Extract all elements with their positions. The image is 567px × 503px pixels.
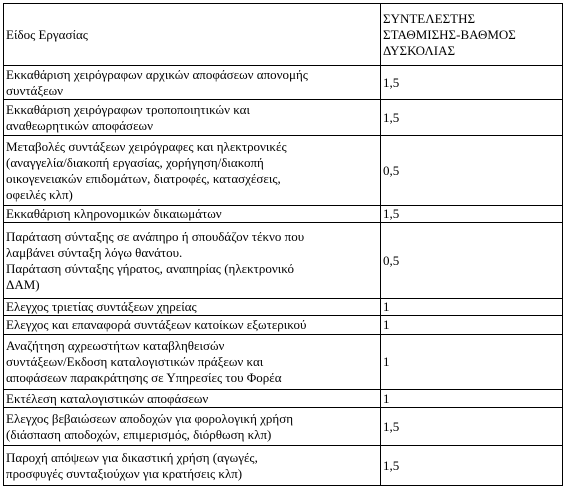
- task-line: οφειλές κλπ): [6, 186, 73, 202]
- header-coefficient: [381, 4, 563, 66]
- task-cell: [4, 206, 381, 223]
- task-cell: [4, 223, 381, 299]
- task-line: συντάξεων/Εκδοση καταλογιστικών πράξεων και: [6, 354, 264, 369]
- table-row: [4, 136, 563, 206]
- table-row: [4, 66, 563, 100]
- task-line: συντάξεων: [6, 82, 64, 98]
- coefficient-value: 1,5: [381, 408, 563, 446]
- coefficient-value: 1: [381, 316, 563, 335]
- task-cell: [4, 66, 381, 100]
- task-cell: [4, 390, 381, 408]
- task-cell: [4, 299, 381, 316]
- header-coefficient-line: ΔΥΣΚΟΛΙΑΣ: [383, 42, 456, 58]
- table-row: [4, 335, 563, 390]
- task-line: Εκτέλεση καταλογιστικών αποφάσεων: [6, 390, 209, 406]
- task-cell: [4, 316, 381, 335]
- coefficient-value: 1,5: [381, 66, 563, 100]
- table-row: [4, 100, 563, 136]
- task-line: Ελεγχος και επαναφορά συντάξεων κατοίκων εξωτερικού: [6, 317, 307, 332]
- table-row: [4, 206, 563, 223]
- task-line: Εκκαθάριση χειρόγραφων αρχικών αποφάσεων απονομής: [6, 66, 308, 82]
- task-line: Αναζήτηση αχρεωστήτων καταβληθεισών: [6, 338, 225, 353]
- header-coefficient-line: ΣΤΑΘΜΙΣΗΣ-ΒΑΘΜΟΣ: [383, 26, 516, 42]
- task-line: λαμβάνει σύνταξη λόγω θανάτου.: [6, 244, 183, 260]
- task-line: οικογενειακών επιδομάτων, διατροφές, κατασχέσεις,: [6, 170, 281, 186]
- task-cell: [4, 335, 381, 390]
- task-line: Εκκαθάριση κληρονομικών δικαιωμάτων: [6, 206, 222, 221]
- task-cell: [4, 100, 381, 136]
- table-row: [4, 446, 563, 486]
- coefficient-value: 1,5: [381, 100, 563, 136]
- coefficient-value: 1: [381, 390, 563, 408]
- coefficient-value: 0,5: [381, 136, 563, 206]
- task-cell: [4, 408, 381, 446]
- coefficient-value: 0,5: [381, 223, 563, 299]
- task-cell: [4, 446, 381, 486]
- task-line: Παροχή απόψεων για δικαστική χρήση (αγωγές,: [6, 449, 258, 465]
- task-line: αποφάσεων παρακράτησης σε Υπηρεσίες του Φορέα: [6, 370, 282, 385]
- work-coefficient-table: [3, 3, 563, 486]
- header-coefficient-line: ΣΥΝΤΕΛΕΣΤΗΣ: [383, 10, 476, 26]
- task-line: προσφυγές συνταξιούχων για κρατήσεις κλπ): [6, 465, 243, 481]
- task-line: (αναγγελία/διακοπή εργασίας, χορήγηση/διακοπή: [6, 154, 264, 170]
- table-row: [4, 299, 563, 316]
- task-line: (διάσπαση αποδοχών, επιμερισμός, διόρθωση κλπ): [6, 426, 272, 442]
- table-row: [4, 390, 563, 408]
- header-task-type: Είδος Εργασίας: [4, 4, 381, 66]
- task-line: ΔΑΜ): [6, 276, 40, 292]
- coefficient-value: 1,5: [381, 446, 563, 486]
- coefficient-value: 1: [381, 299, 563, 316]
- task-line: Παράταση σύνταξης σε ανάπηρο ή σπουδάζον τέκνο που: [6, 228, 305, 244]
- table-row: [4, 408, 563, 446]
- task-line: Παράταση σύνταξης γήρατος, αναπηρίας (ηλεκτρονικό: [6, 260, 294, 276]
- task-line: Εκκαθάριση χειρόγραφων τροποποιητικών και: [6, 101, 250, 117]
- table-row: [4, 316, 563, 335]
- header-row: [4, 4, 563, 66]
- task-line: Ελεγχος βεβαιώσεων αποδοχών για φορολογική χρήση: [6, 410, 294, 426]
- task-line: Μεταβολές συντάξεων χειρόγραφες και ηλεκτρονικές: [6, 138, 287, 154]
- task-cell: [4, 136, 381, 206]
- coefficient-value: 1,5: [381, 206, 563, 223]
- table-row: [4, 223, 563, 299]
- coefficient-value: 1: [381, 335, 563, 390]
- task-line: Ελεγχος τριετίας συντάξεων χηρείας: [6, 299, 197, 314]
- task-line: αναθεωρητικών αποφάσεων: [6, 117, 153, 133]
